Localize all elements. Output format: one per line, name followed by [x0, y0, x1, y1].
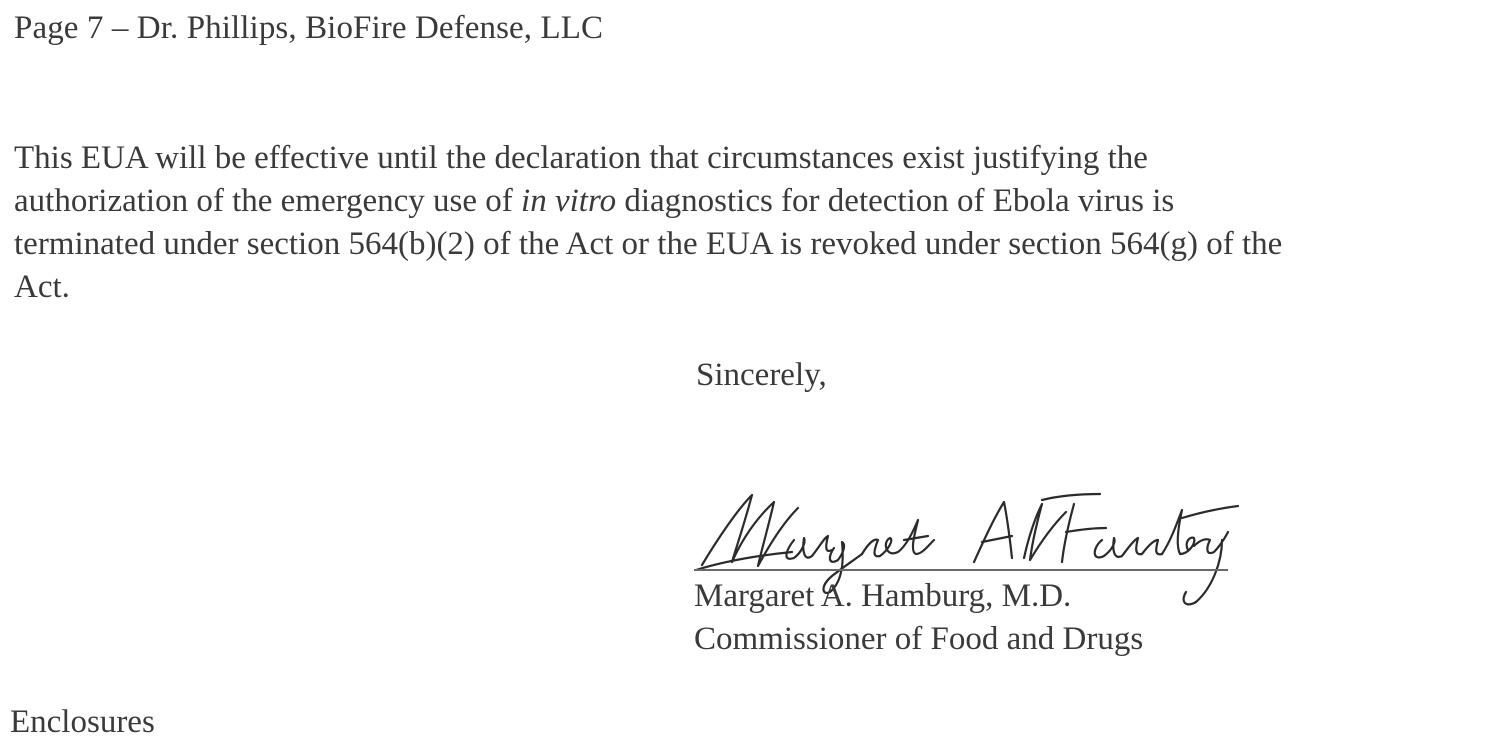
paragraph-line-1: This EUA will be effective until the declaration that circumstances exist justifying the: [14, 140, 1148, 176]
paragraph-line-3: terminated under section 564(b)(2) of the Act or the EUA is revoked under section 564(g) of the: [14, 226, 1283, 262]
line-2-end: diagnostics for detection of Ebola virus is: [616, 183, 1175, 219]
closing-salutation: Sincerely,: [696, 357, 827, 393]
signer-title: Commissioner of Food and Drugs: [694, 621, 1144, 657]
body-paragraph: [14, 137, 1484, 309]
signature-line: [694, 569, 1228, 571]
in-vitro-italic: in vitro: [521, 183, 617, 219]
paragraph-line-2: [14, 180, 1484, 223]
signer-name: Margaret A. Hamburg, M.D.: [694, 578, 1072, 614]
line-2-start: authorization of the emergency use of: [14, 183, 522, 219]
enclosures-label: Enclosures: [10, 704, 155, 740]
page-header: Page 7 – Dr. Phillips, BioFire Defense, LLC: [14, 10, 604, 46]
paragraph-line-4: Act.: [14, 269, 70, 305]
